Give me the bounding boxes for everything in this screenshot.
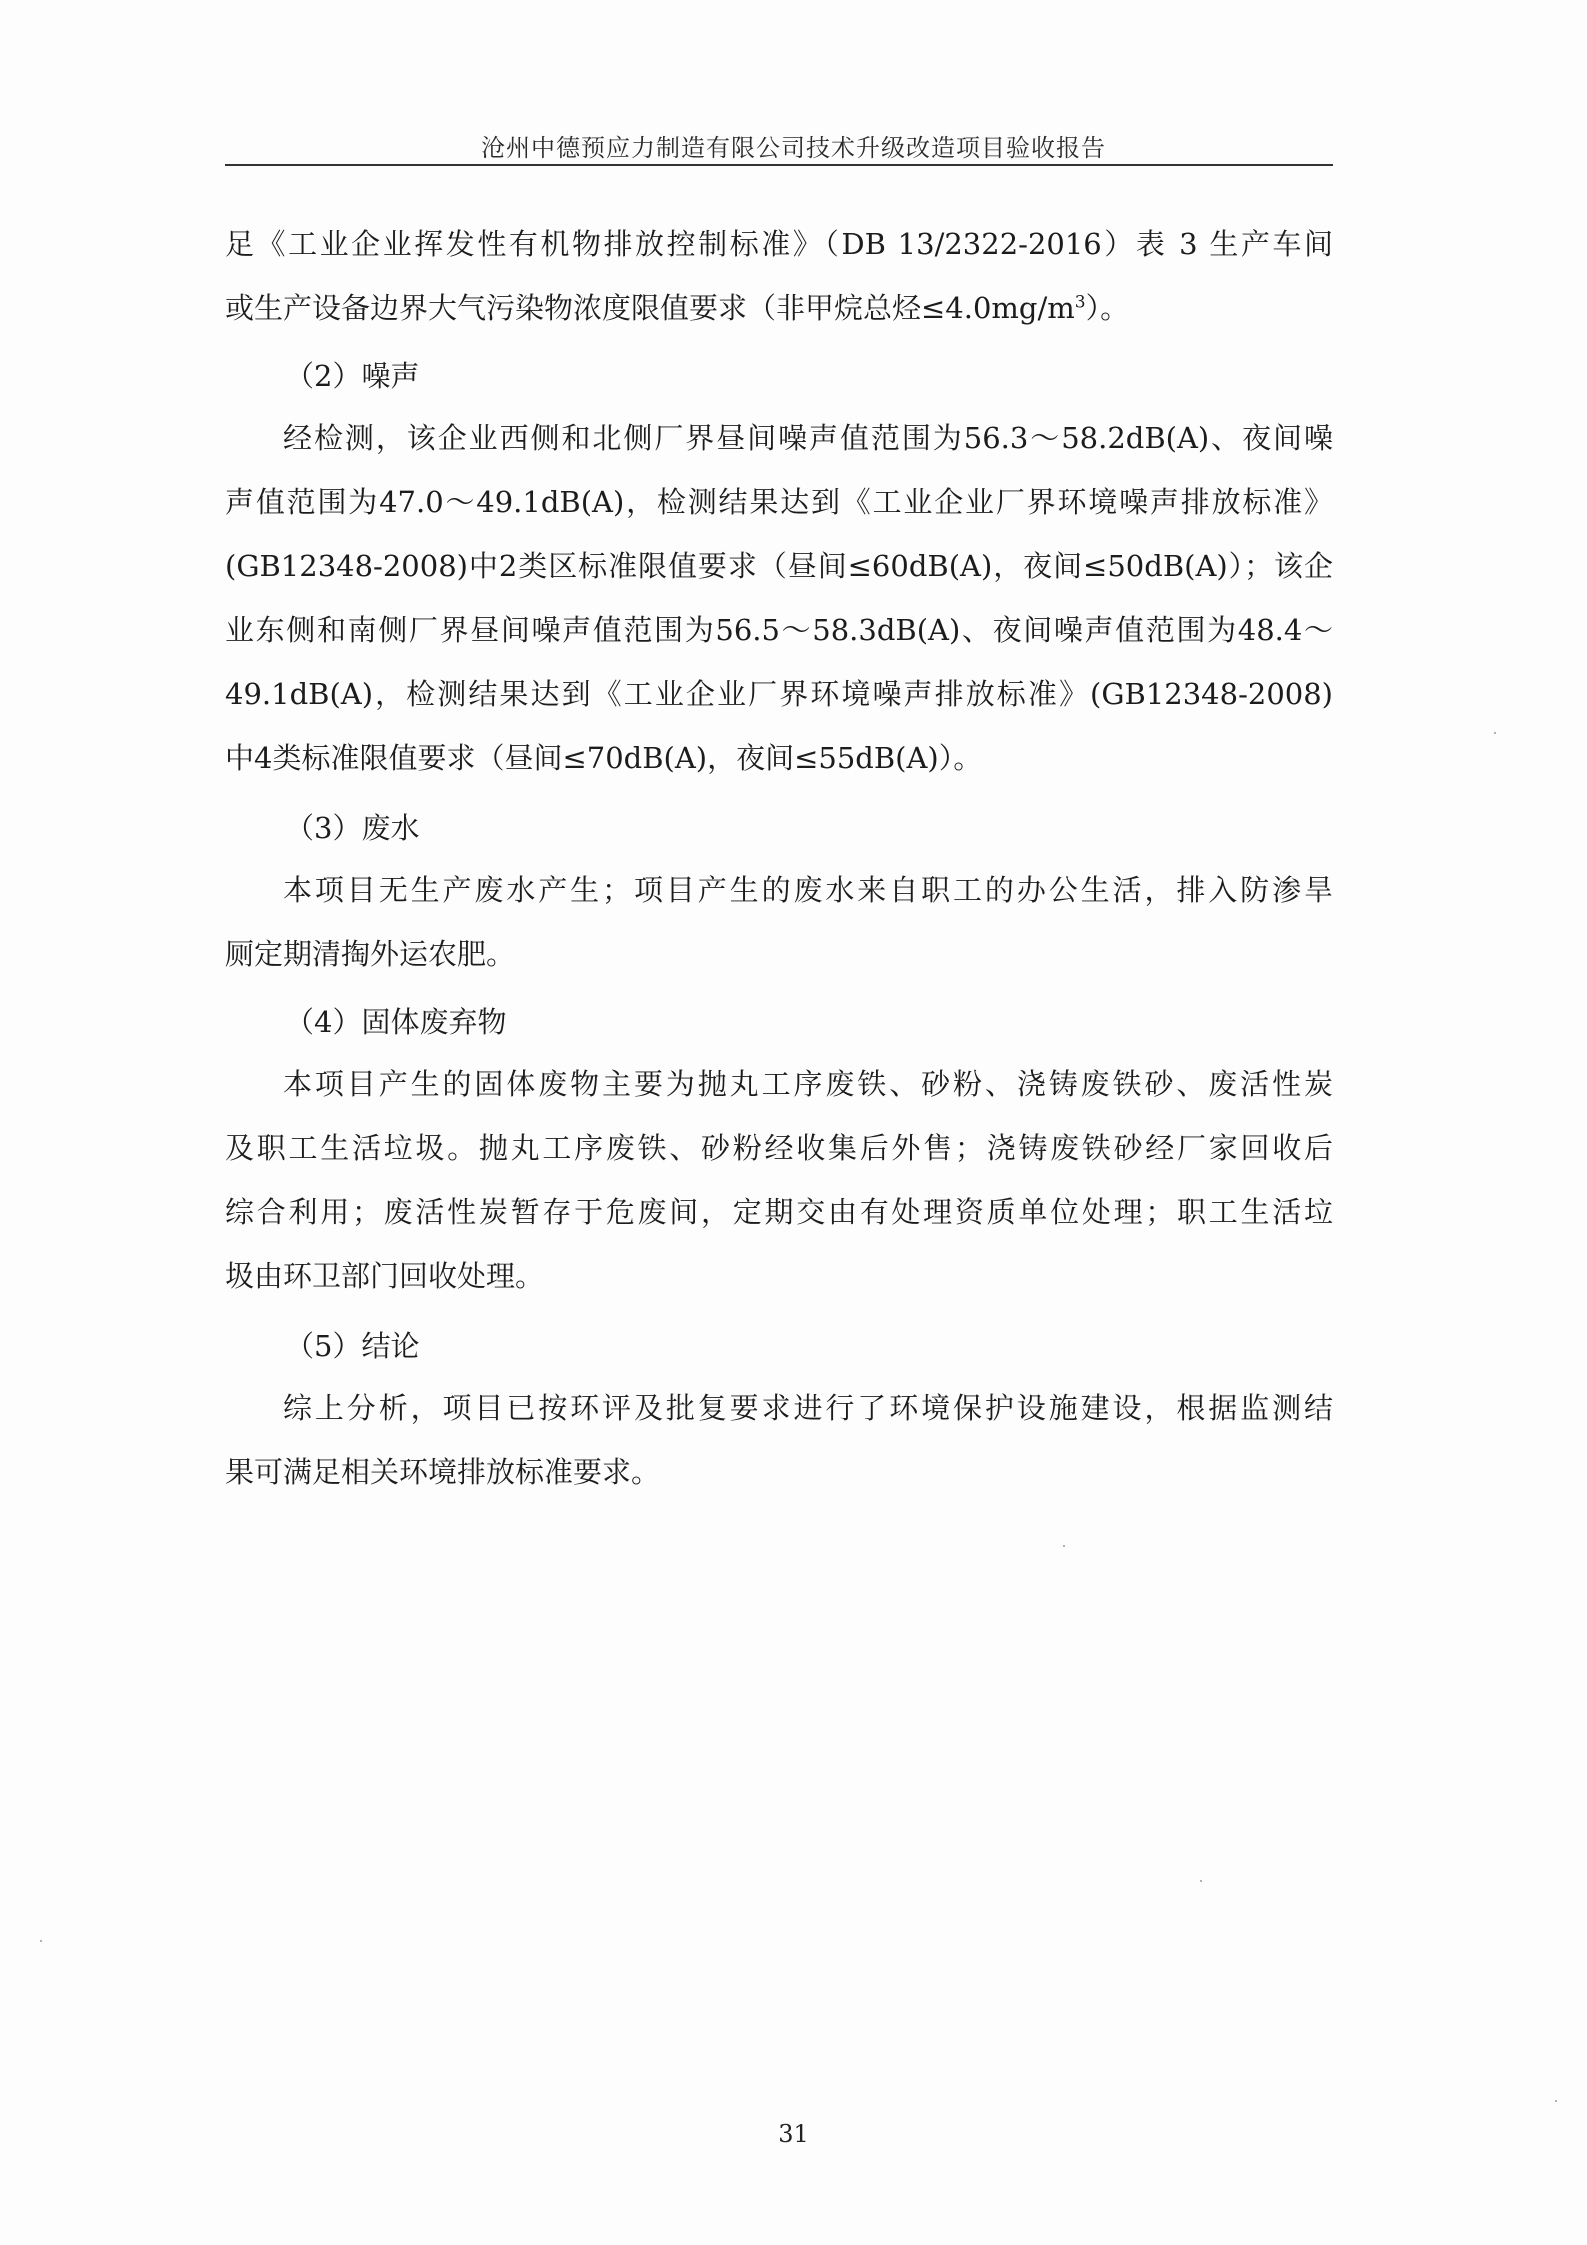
noise-line-3: (GB12348-2008)中2类区标准限值要求（昼间≤60dB(A)，夜间≤50dB(A)）；该企 — [225, 549, 1333, 583]
wastewater-line-1: 本项目无生产废水产生；项目产生的废水来自职工的办公生活，排入防渗旱 — [283, 873, 1333, 907]
noise-line-1: 经检测，该企业西侧和北侧厂界昼间噪声值范围为56.3～58.2dB(A)、夜间噪 — [283, 421, 1333, 455]
solid-waste-line-2: 及职工生活垃圾。抛丸工序废铁、砂粉经收集后外售；浇铸废铁砂经厂家回收后 — [225, 1131, 1333, 1165]
scan-speck — [1063, 1545, 1065, 1547]
wastewater-line-2: 厕定期清掏外运农肥。 — [225, 937, 516, 971]
vocs-line-2-end: ）。 — [1085, 291, 1130, 325]
vocs-line-2-text: 或生产设备边界大气污染物浓度限值要求（非甲烷总烃≤4.0mg/m — [225, 291, 1075, 325]
scan-speck — [1494, 732, 1496, 734]
conclusion-heading: （5）结论 — [285, 1329, 420, 1363]
page-number: 31 — [778, 2120, 809, 2148]
noise-line-4: 业东侧和南侧厂界昼间噪声值范围为56.5～58.3dB(A)、夜间噪声值范围为48.4～ — [225, 613, 1333, 647]
solid-waste-line-4: 圾由环卫部门回收处理。 — [225, 1259, 545, 1293]
scan-speck — [1555, 2100, 1557, 2102]
solid-waste-heading: （4）固体废弃物 — [285, 1005, 507, 1039]
vocs-line-2 — [225, 290, 1129, 326]
scan-speck — [40, 1940, 42, 1942]
solid-waste-line-3: 综合利用；废活性炭暂存于危废间，定期交由有处理资质单位处理；职工生活垃 — [225, 1195, 1333, 1229]
noise-line-2: 声值范围为47.0～49.1dB(A)，检测结果达到《工业企业厂界环境噪声排放标准》 — [225, 485, 1333, 519]
noise-line-6: 中4类标准限值要求（昼间≤70dB(A)，夜间≤55dB(A)）。 — [225, 741, 983, 775]
conclusion-line-2: 果可满足相关环境排放标准要求。 — [225, 1455, 661, 1489]
vocs-line-1: 足《工业企业挥发性有机物排放控制标准》（DB 13/2322-2016）表 3 生产车间 — [225, 227, 1333, 261]
conclusion-line-1: 综上分析，项目已按环评及批复要求进行了环境保护设施建设，根据监测结 — [283, 1391, 1333, 1425]
header-divider — [225, 164, 1333, 166]
noise-line-5: 49.1dB(A)，检测结果达到《工业企业厂界环境噪声排放标准》(GB12348-2008) — [225, 677, 1333, 711]
header-title: 沧州中德预应力制造有限公司技术升级改造项目验收报告 — [481, 134, 1106, 162]
solid-waste-line-1: 本项目产生的固体废物主要为抛丸工序废铁、砂粉、浇铸废铁砂、废活性炭 — [283, 1067, 1333, 1101]
wastewater-heading: （3）废水 — [285, 811, 420, 845]
scan-speck — [1200, 1880, 1202, 1882]
vocs-unit-superscript: 3 — [1074, 292, 1086, 313]
noise-heading: （2）噪声 — [285, 359, 420, 393]
